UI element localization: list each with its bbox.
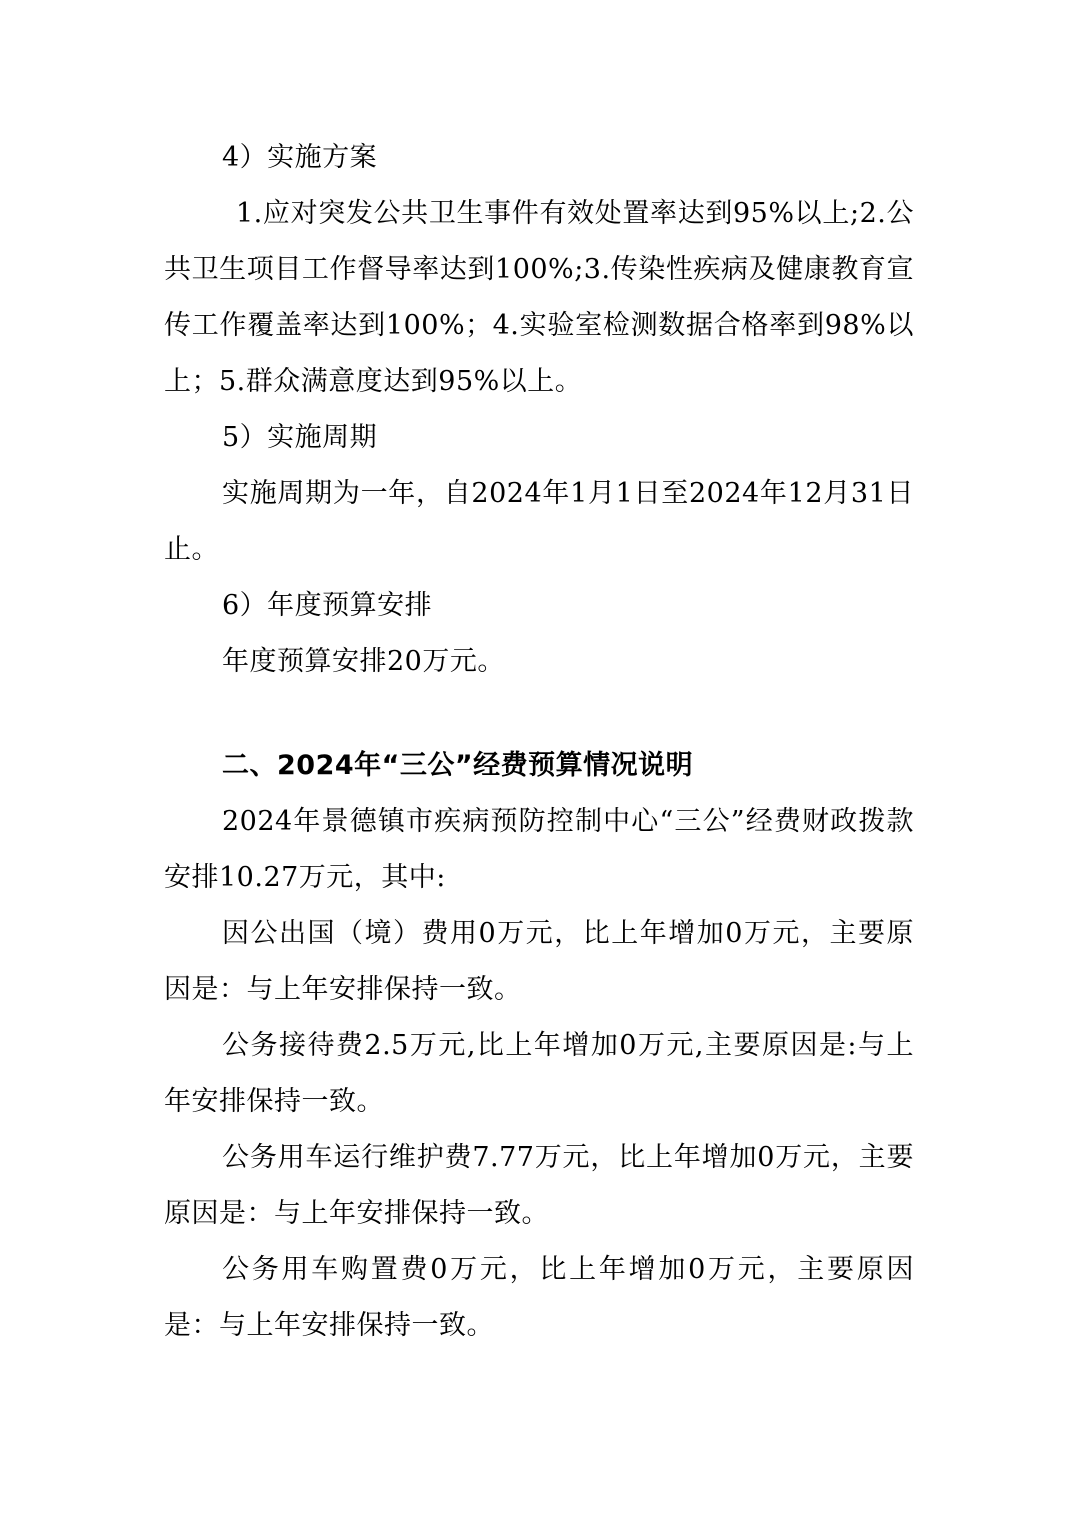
item-5-body: 实施周期为一年，自2024年1月1日至2024年12月31日止。 [164,478,914,565]
overseas-expense-paragraph: 因公出国（境）费用0万元，比上年增加0万元，主要原因是：与上年安排保持一致。 [164,918,914,1005]
document-body [164,130,914,1354]
item-4-body: 1.应对突发公共卫生事件有效处置率达到95%以上;2.公共卫生项目工作督导率达到100%;3.传染性疾病及健康教育宣传工作覆盖率达到100%；4.实验室检测数据合格率到98%以上；5.群众满意度达到95%以上。 [164,198,914,397]
item-5-title: 5）实施周期 [222,422,378,453]
reception-expense-paragraph: 公务接待费2.5万元,比上年增加0万元,主要原因是:与上年安排保持一致。 [164,1030,914,1117]
section-spacer [164,690,914,738]
item-6-body: 年度预算安排20万元。 [222,646,505,677]
section-two-heading: 二、2024年“三公”经费预算情况说明 [222,750,694,781]
vehicle-purchase-paragraph: 公务用车购置费0万元，比上年增加0万元，主要原因是：与上年安排保持一致。 [164,1254,914,1341]
item-4-title: 4）实施方案 [222,142,378,173]
vehicle-operation-paragraph: 公务用车运行维护费7.77万元，比上年增加0万元，主要原因是：与上年安排保持一致。 [164,1142,914,1229]
item-6-title: 6）年度预算安排 [222,590,433,621]
section-two-intro: 2024年景德镇市疾病预防控制中心“三公”经费财政拨款安排10.27万元，其中: [164,806,914,893]
